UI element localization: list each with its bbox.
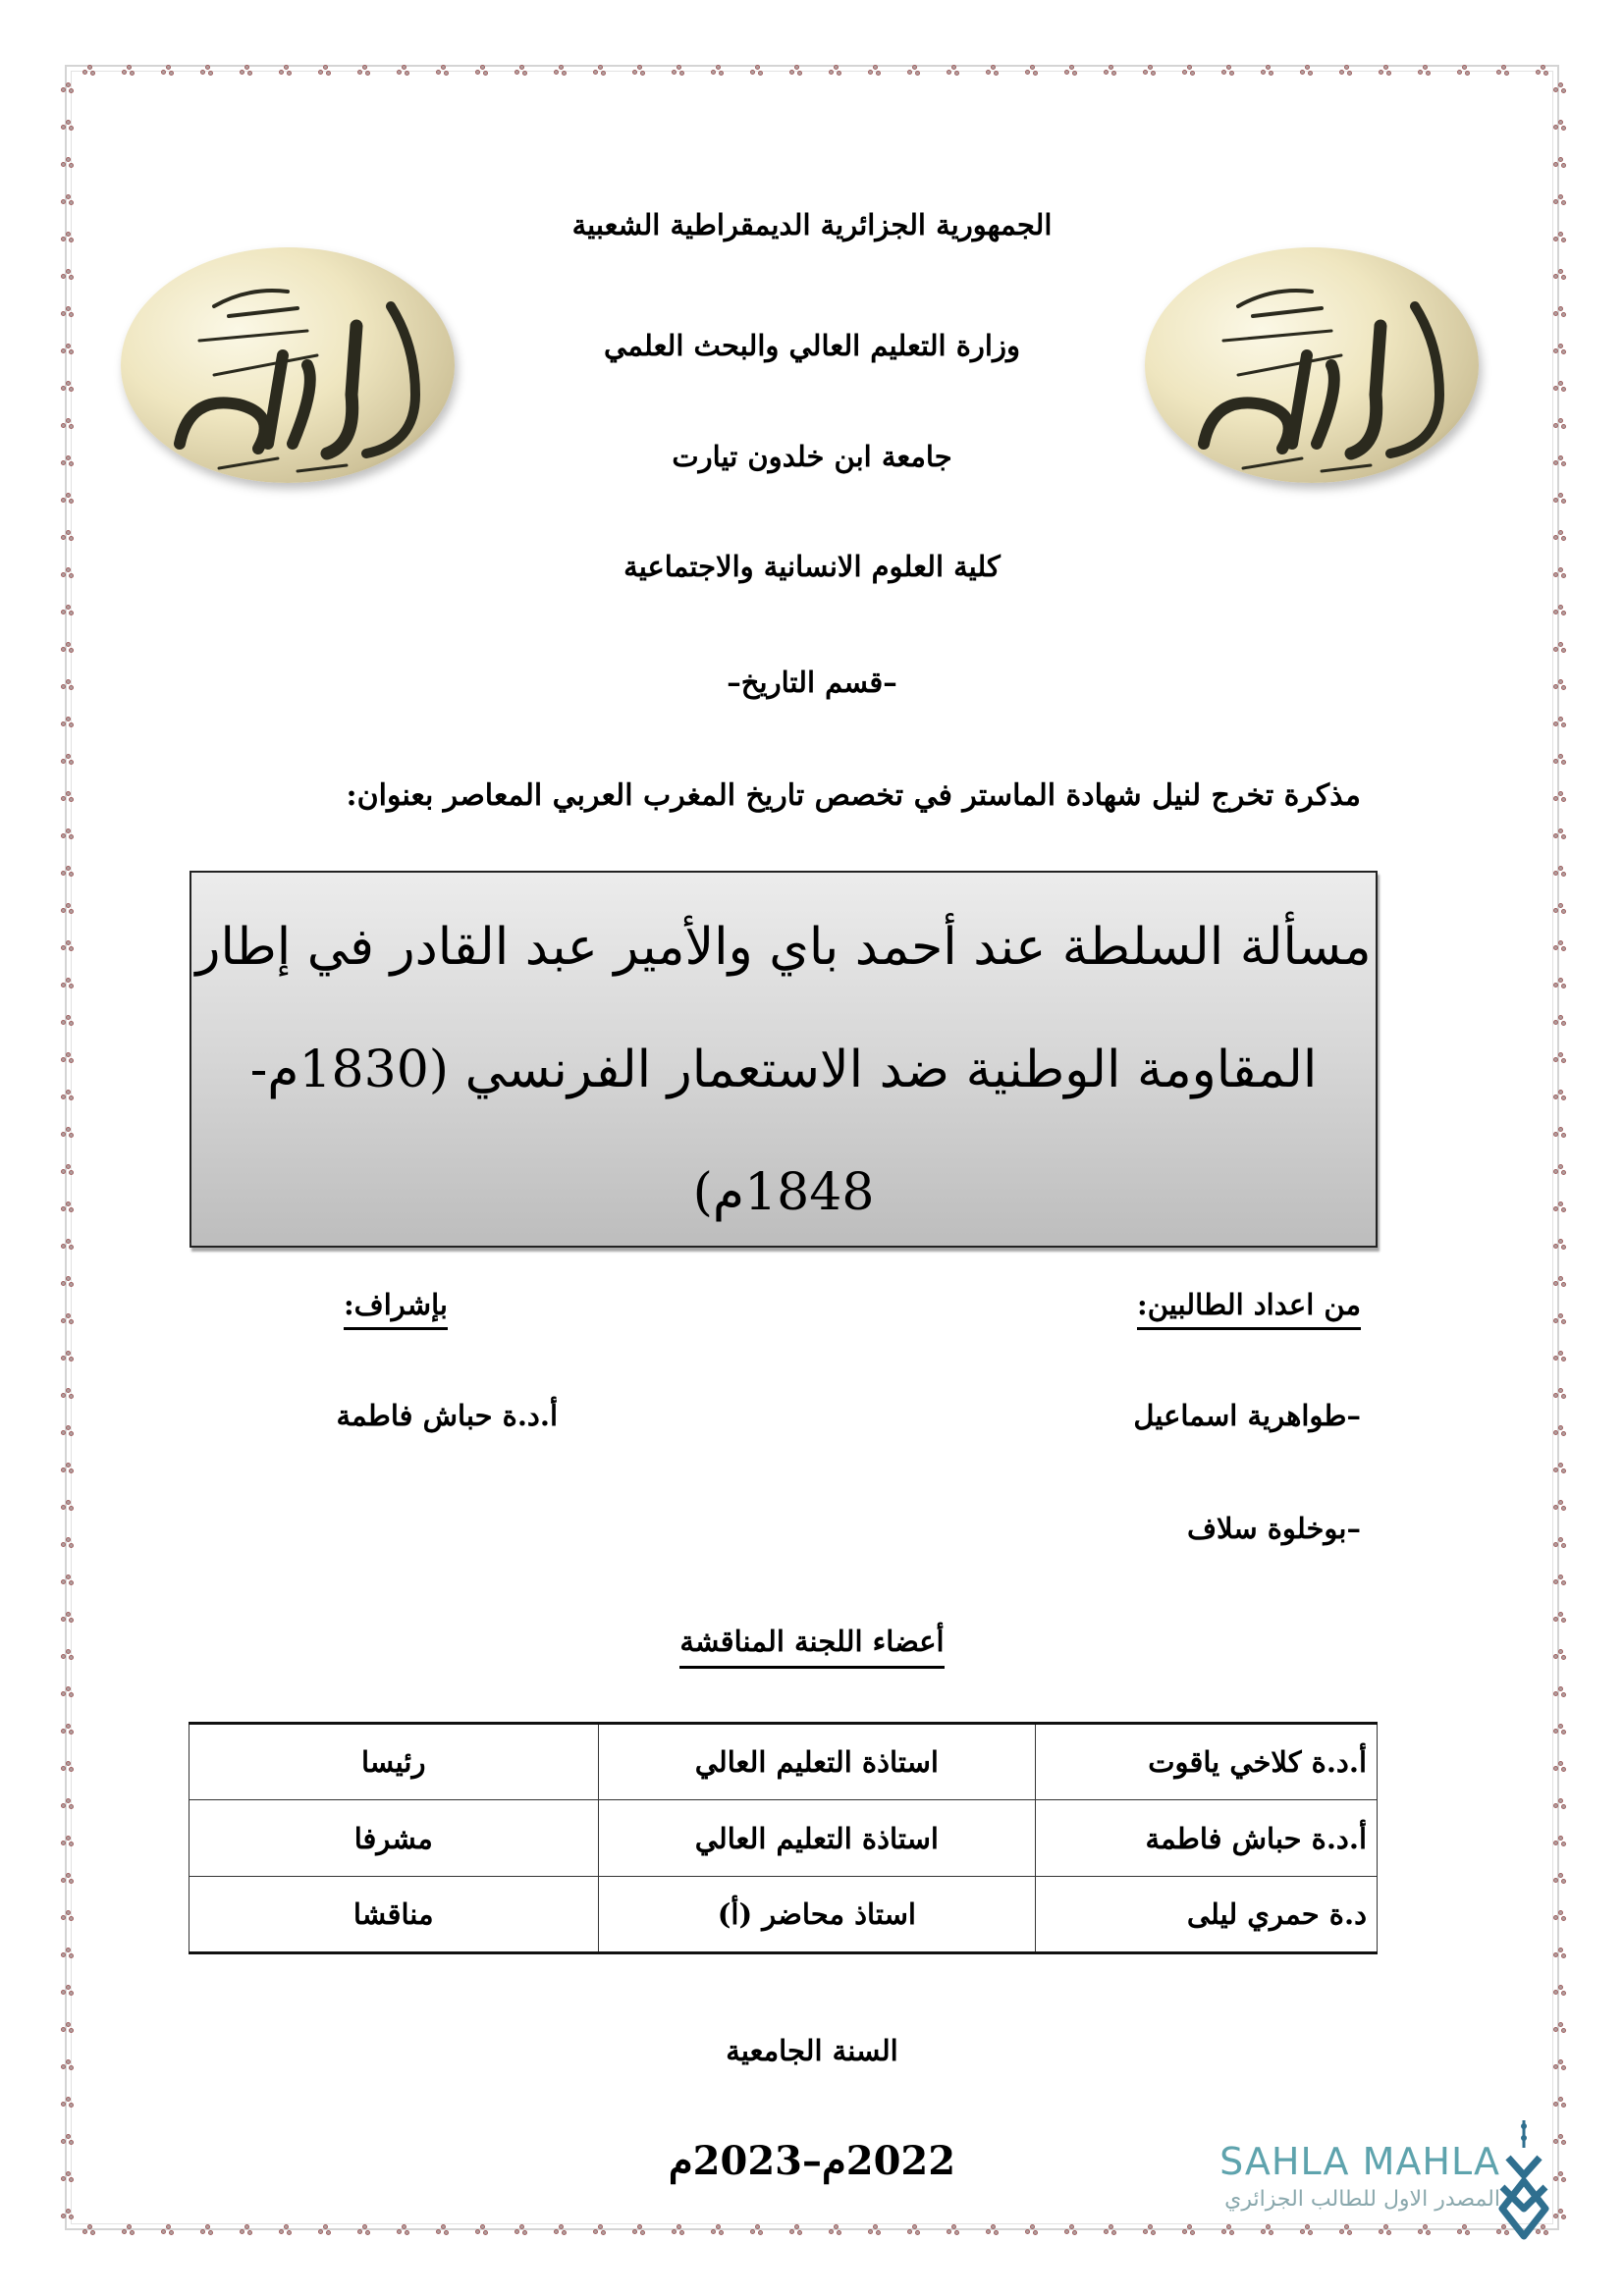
border-dot-icon — [1536, 65, 1549, 77]
border-dot-icon — [986, 2224, 1000, 2236]
border-dot-icon — [200, 65, 214, 77]
border-dot-icon — [1104, 2224, 1117, 2236]
border-dot-icon — [1553, 1910, 1567, 1922]
watermark-brand: SAHLA MAHLA — [1219, 2140, 1500, 2183]
border-dot-icon — [1261, 65, 1274, 77]
border-dot-icon — [1553, 940, 1567, 952]
thesis-intro: مذكرة تخرج لنيل شهادة الماستر في تخصص تاريخ المغرب العربي المعاصر بعنوان: — [346, 778, 1361, 813]
border-dot-icon — [475, 2224, 489, 2236]
border-dot-icon — [1553, 1761, 1567, 1773]
border-dot-icon — [711, 65, 725, 77]
border-dot-icon — [279, 2224, 293, 2236]
academic-year-label: السنة الجامعية — [726, 2034, 898, 2067]
member-role: مشرفا — [189, 1800, 599, 1877]
border-dot-icon — [61, 1686, 75, 1698]
border-dot-icon — [672, 2224, 685, 2236]
border-dot-icon — [200, 2224, 214, 2236]
academic-year-value: 2022م–2023م — [668, 2138, 956, 2184]
border-dot-icon — [318, 65, 332, 77]
border-dot-icon — [1379, 65, 1392, 77]
border-dot-icon — [1182, 65, 1196, 77]
border-dot-icon — [61, 1052, 75, 1064]
border-dot-icon — [1553, 903, 1567, 915]
border-dot-icon — [61, 1388, 75, 1400]
border-dot-icon — [868, 65, 882, 77]
border-dot-icon — [1553, 717, 1567, 728]
border-dot-icon — [554, 65, 568, 77]
border-dot-icon — [1553, 791, 1567, 803]
border-dot-icon — [1553, 1239, 1567, 1251]
border-dot-icon — [61, 2209, 75, 2220]
border-dot-icon — [61, 642, 75, 654]
student-name: –بوخلوة سلاف — [1186, 1512, 1361, 1545]
sahla-mahla-logo-icon — [1496, 2118, 1551, 2246]
border-dot-icon — [161, 2224, 175, 2236]
table-row — [189, 1877, 1378, 1953]
border-dot-icon — [1457, 65, 1471, 77]
border-dot-icon — [1553, 1201, 1567, 1213]
border-dot-icon — [1553, 194, 1567, 206]
border-dot-icon — [632, 2224, 646, 2236]
border-dot-icon — [161, 65, 175, 77]
border-dot-icon — [1553, 1500, 1567, 1512]
border-dot-icon — [122, 2224, 135, 2236]
border-dot-icon — [1553, 530, 1567, 542]
border-dot-icon — [1553, 1351, 1567, 1362]
member-name: د.ة حمري ليلى — [1036, 1877, 1378, 1953]
member-role: مناقشا — [189, 1877, 599, 1953]
border-dot-icon — [1104, 65, 1117, 77]
member-rank: استاذ محاضر (أ) — [598, 1877, 1036, 1953]
border-dot-icon — [1553, 1127, 1567, 1139]
border-dot-icon — [61, 2097, 75, 2109]
border-dot-icon — [1553, 605, 1567, 616]
border-dot-icon — [61, 1724, 75, 1735]
border-dot-icon — [61, 1425, 75, 1437]
border-dot-icon — [1553, 1090, 1567, 1101]
border-dot-icon — [514, 2224, 528, 2236]
border-dot-icon — [279, 65, 293, 77]
border-dot-icon — [61, 1798, 75, 1810]
border-dot-icon — [61, 1575, 75, 1586]
border-dot-icon — [1025, 65, 1039, 77]
border-dot-icon — [1553, 82, 1567, 94]
border-dot-icon — [61, 1948, 75, 1959]
border-dot-icon — [61, 940, 75, 952]
border-dot-icon — [1553, 1313, 1567, 1325]
students-label: من اعداد الطالبين: — [1137, 1288, 1361, 1330]
border-dot-icon — [1553, 157, 1567, 169]
border-dot-icon — [593, 65, 607, 77]
border-dot-icon — [61, 1276, 75, 1288]
border-dot-icon — [789, 65, 803, 77]
supervisor-label: بإشراف: — [344, 1288, 448, 1330]
border-dot-icon — [61, 1910, 75, 1922]
border-dot-icon — [61, 1873, 75, 1885]
border-dot-icon — [1553, 120, 1567, 132]
border-dot-icon — [1553, 2097, 1567, 2109]
border-dot-icon — [789, 2224, 803, 2236]
border-dot-icon — [61, 1201, 75, 1213]
border-dot-icon — [318, 2224, 332, 2236]
member-rank: استاذة التعليم العالي — [598, 1724, 1036, 1800]
border-dot-icon — [1300, 65, 1314, 77]
border-dot-icon — [61, 530, 75, 542]
border-dot-icon — [907, 65, 921, 77]
border-dot-icon — [122, 65, 135, 77]
border-dot-icon — [711, 2224, 725, 2236]
thesis-title-line-3: 1848م) — [692, 1163, 875, 1222]
ministry-name: وزارة التعليم العالي والبحث العلمي — [604, 329, 1020, 362]
border-dot-icon — [61, 1836, 75, 1847]
border-dot-icon — [1553, 1724, 1567, 1735]
sahla-mahla-watermark — [1139, 2138, 1551, 2236]
committee-heading — [0, 1625, 1624, 1669]
border-dot-icon — [61, 2022, 75, 2034]
border-dot-icon — [357, 65, 371, 77]
border-dot-icon — [61, 194, 75, 206]
border-dot-icon — [947, 65, 960, 77]
border-dot-icon — [907, 2224, 921, 2236]
border-dot-icon — [61, 1164, 75, 1176]
border-dot-icon — [1064, 2224, 1078, 2236]
supervisor-name: أ.د.ة حباش فاطمة — [336, 1399, 558, 1432]
border-dot-icon — [868, 2224, 882, 2236]
thesis-title-box — [189, 871, 1378, 1248]
border-dot-icon — [436, 65, 450, 77]
border-dot-icon — [61, 1239, 75, 1251]
border-dot-icon — [1339, 65, 1353, 77]
border-dot-icon — [240, 2224, 253, 2236]
border-dot-icon — [1553, 1425, 1567, 1437]
border-dot-icon — [1553, 269, 1567, 281]
border-dot-icon — [1553, 1388, 1567, 1400]
border-dot-icon — [1553, 1052, 1567, 1064]
border-dot-icon — [1553, 1575, 1567, 1586]
border-dot-icon — [986, 65, 1000, 77]
border-dot-icon — [1553, 1537, 1567, 1549]
watermark-tagline: المصدر الاول للطالب الجزائري — [1224, 2187, 1500, 2212]
border-dot-icon — [61, 1090, 75, 1101]
border-dot-icon — [1553, 754, 1567, 766]
border-dot-icon — [1496, 65, 1510, 77]
border-dot-icon — [61, 1313, 75, 1325]
border-dot-icon — [61, 1985, 75, 1997]
border-dot-icon — [61, 828, 75, 840]
border-dot-icon — [1064, 65, 1078, 77]
border-dot-icon — [397, 2224, 410, 2236]
border-dot-icon — [1553, 418, 1567, 430]
border-dot-icon — [61, 82, 75, 94]
border-dot-icon — [514, 65, 528, 77]
border-dot-icon — [1553, 1836, 1567, 1847]
faculty-name: كلية العلوم الانسانية والاجتماعية — [623, 550, 1001, 583]
border-dot-icon — [1553, 1015, 1567, 1027]
table-row — [189, 1724, 1378, 1800]
border-dot-icon — [61, 903, 75, 915]
border-dot-icon — [1553, 381, 1567, 393]
border-dot-icon — [1553, 1948, 1567, 1959]
border-dot-icon — [554, 2224, 568, 2236]
border-dot-icon — [61, 1127, 75, 1139]
border-dot-icon — [61, 1463, 75, 1474]
border-dot-icon — [1553, 866, 1567, 878]
border-dot-icon — [1553, 2209, 1567, 2220]
border-dot-icon — [1553, 1798, 1567, 1810]
border-dot-icon — [61, 1351, 75, 1362]
border-dot-icon — [436, 2224, 450, 2236]
student-name: –طواهرية اسماعيل — [1133, 1399, 1361, 1432]
border-dot-icon — [750, 65, 764, 77]
border-dot-icon — [829, 65, 842, 77]
border-dot-icon — [672, 65, 685, 77]
border-dot-icon — [593, 2224, 607, 2236]
border-dot-icon — [1221, 65, 1235, 77]
border-dot-icon — [61, 493, 75, 505]
border-dot-icon — [82, 65, 96, 77]
border-dot-icon — [240, 65, 253, 77]
border-dot-icon — [1143, 65, 1157, 77]
border-dot-icon — [61, 866, 75, 878]
border-dot-icon — [82, 2224, 96, 2236]
border-dot-icon — [750, 2224, 764, 2236]
border-dot-icon — [61, 978, 75, 989]
border-dot-icon — [61, 381, 75, 393]
border-dot-icon — [61, 1015, 75, 1027]
member-name: أ.د.ة حباش فاطمة — [1036, 1800, 1378, 1877]
committee-table — [189, 1722, 1378, 1954]
border-dot-icon — [1418, 65, 1432, 77]
border-dot-icon — [1553, 1164, 1567, 1176]
member-rank: استاذة التعليم العالي — [598, 1800, 1036, 1877]
border-dot-icon — [61, 717, 75, 728]
border-dot-icon — [1553, 2022, 1567, 2034]
border-dot-icon — [1553, 1612, 1567, 1624]
thesis-title-line-1: مسألة السلطة عند أحمد باي والأمير عبد القادر في إطار — [195, 918, 1372, 977]
border-dot-icon — [61, 1612, 75, 1624]
border-dot-icon — [1553, 1463, 1567, 1474]
border-dot-icon — [61, 157, 75, 169]
university-name: جامعة ابن خلدون تيارت — [672, 440, 952, 473]
border-dot-icon — [61, 269, 75, 281]
border-dot-icon — [61, 605, 75, 616]
border-dot-icon — [61, 1537, 75, 1549]
border-dot-icon — [1553, 493, 1567, 505]
border-dot-icon — [61, 120, 75, 132]
border-dot-icon — [1553, 828, 1567, 840]
border-dot-icon — [397, 65, 410, 77]
border-dot-icon — [61, 306, 75, 318]
member-name: أ.د.ة كلاخي ياقوت — [1036, 1724, 1378, 1800]
border-dot-icon — [61, 1500, 75, 1512]
committee-title: أعضاء اللجنة المناقشة — [679, 1625, 944, 1669]
department-name: –قسم التاريخ– — [727, 666, 897, 699]
border-dot-icon — [61, 418, 75, 430]
border-dot-icon — [1025, 2224, 1039, 2236]
border-dot-icon — [1553, 306, 1567, 318]
member-role: رئيسا — [189, 1724, 599, 1800]
border-dot-icon — [61, 1761, 75, 1773]
border-dot-icon — [1553, 1985, 1567, 1997]
border-dot-icon — [475, 65, 489, 77]
border-dot-icon — [61, 754, 75, 766]
border-dot-icon — [829, 2224, 842, 2236]
border-dot-icon — [1553, 1873, 1567, 1885]
border-dot-icon — [1553, 642, 1567, 654]
border-dot-icon — [1553, 1686, 1567, 1698]
border-dot-icon — [632, 65, 646, 77]
border-dot-icon — [947, 2224, 960, 2236]
border-dot-icon — [61, 791, 75, 803]
border-dot-icon — [357, 2224, 371, 2236]
border-dot-icon — [1553, 978, 1567, 989]
table-row — [189, 1800, 1378, 1877]
country-name: الجمهورية الجزائرية الديمقراطية الشعبية — [571, 208, 1053, 241]
border-dot-icon — [1553, 1276, 1567, 1288]
thesis-title-line-2: المقاومة الوطنية ضد الاستعمار الفرنسي (1830م- — [249, 1041, 1318, 1099]
